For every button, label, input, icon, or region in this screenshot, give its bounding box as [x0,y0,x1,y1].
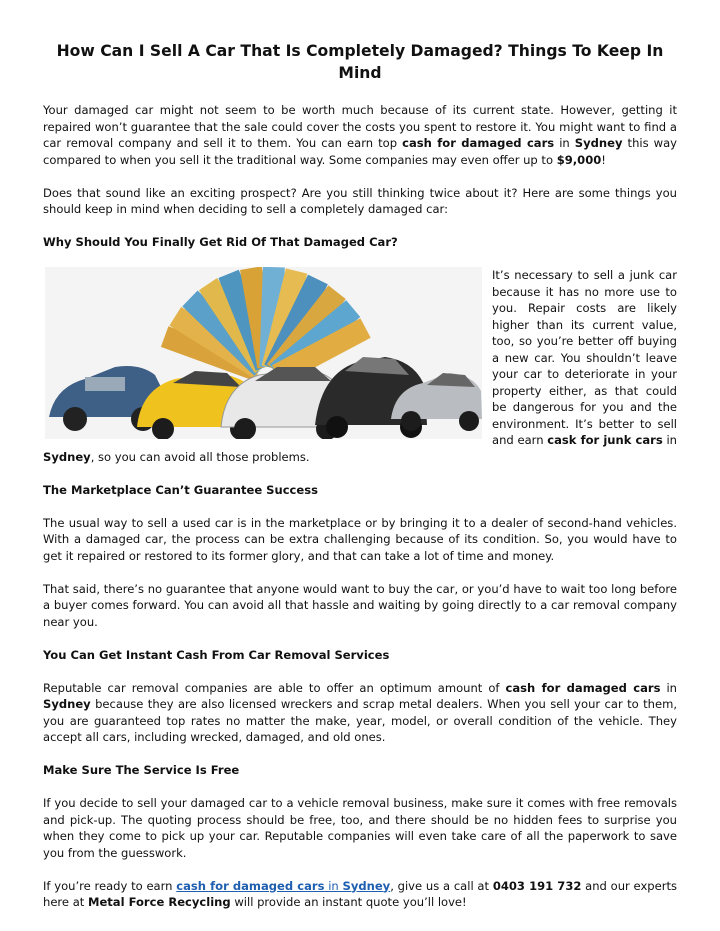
section2-paragraph-1: The usual way to sell a used car is in the marketplace or by bringing it to a dealer of second-hand vehicles. With a damaged car, the process can be extra challenging because of its condition. So, you would have to get it repaired or restored to its former glory, and that can take a lot of time and money. [43,515,677,563]
keyword-cask-for-junk-cars: cask for junk cars [547,433,663,447]
keyword-cash-for-damaged-cars: cash for damaged cars [505,680,661,695]
text-run: and our experts here at [43,878,678,909]
text-run: this way compared to when you sell it the traditional way. Some companies may even offer up to [43,136,678,167]
company-name: Metal Force Recycling [87,895,231,909]
text-run: , so you can avoid all those problems. [90,449,310,464]
link-text: Sydney [342,878,391,893]
keyword-cash-for-damaged-cars: cash for damaged cars [402,136,555,150]
link-text: in [324,878,343,893]
keyword-sydney: Sydney [43,697,91,711]
section-heading-service-free: Make Sure The Service Is Free [43,763,240,777]
section4-paragraph: If you decide to sell your damaged car to a vehicle removal business, make sure it comes with free removals and pick-up. The quoting process should be free, too, and there should be no hidden fees to surprise you when they come to pick up your car. Reputable companies will even take care of all the paperwork to save you from the guesswork. [43,796,677,860]
section-heading-marketplace: The Marketplace Can’t Guarantee Success [43,482,318,497]
page-title: How Can I Sell A Car That Is Completely Damaged? Things To Keep In Mind [56,42,664,82]
intro-paragraph-1 [43,102,677,168]
section-heading-why-get-rid: Why Should You Finally Get Rid Of That Damaged Car? [43,235,398,249]
section1-body [43,267,677,465]
text-run: Your damaged car might not seem to be worth much because of its current state. However, getting it repaired won’t guarantee that the sale could cover the costs you spent to restore it. You might want to find a car removal company and sell it to them. You can earn top [43,103,677,150]
damaged-cars-image [45,267,482,439]
phone-number: 0403 191 732 [492,878,582,893]
text-run: ! [601,152,606,167]
section3-paragraph [43,680,677,746]
text-run: in [554,136,575,150]
document-page [43,40,677,911]
text-run: It’s necessary to sell a junk car because it has no more use to you. Repair costs are likely higher than its current value, too, so you’re better off buying a new car. You shouldn’t leave your car to deteriorate in your property either, as that could be dangerous for you and the environment. It’s better to sell and earn [492,268,677,447]
offer-amount: $9,000 [556,152,602,167]
link-text: cash for damaged cars [176,878,325,893]
cars-and-cash-illustration [45,267,482,439]
text-run: in [660,680,677,695]
text-run: If you’re ready to earn [43,878,177,893]
closing-paragraph [43,878,677,911]
section2-paragraph-2: That said, there’s no guarantee that anyone would want to buy the car, or you’d have to wait too long before a buyer comes forward. You can avoid all that hassle and waiting by going directly to a car removal company near you. [43,581,677,629]
text-run: in [662,433,677,447]
intro-paragraph-2: Does that sound like an exciting prospect? Are you still thinking twice about it? Here are some things you should keep in mind when deciding to sell a completely damaged car: [43,185,677,216]
keyword-sydney: Sydney [574,136,623,150]
text-run: , give us a call at [390,878,493,893]
section-heading-instant-cash: You Can Get Instant Cash From Car Removal Services [43,647,390,662]
text-run: will provide an instant quote you’ll love! [230,895,467,909]
text-run: Reputable car removal companies are able to offer an optimum amount of [43,680,506,695]
keyword-sydney: Sydney [43,449,91,464]
text-run: because they are also licensed wreckers and scrap metal dealers. When you sell your car to them, you are guaranteed top rates no matter the make, year, model, or overall condition of the vehicle. They accept all cars, including wrecked, damaged, and old ones. [43,697,677,744]
cash-for-damaged-cars-link[interactable] [176,879,390,893]
